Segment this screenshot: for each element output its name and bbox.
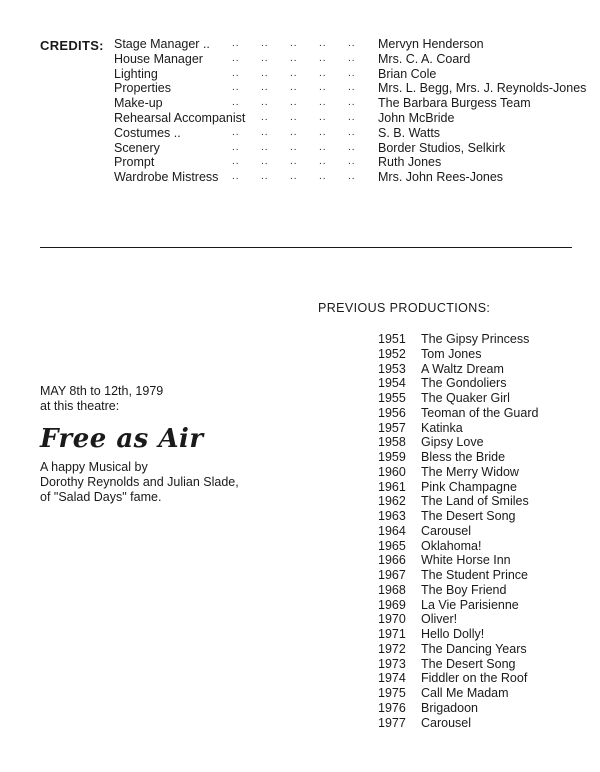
leader-dots: .. — [261, 141, 269, 153]
event-title: Free as Air — [40, 424, 204, 454]
production-year: 1959 — [378, 450, 406, 464]
production-title: Katinka — [421, 420, 463, 435]
event-description-line: of "Salad Days" fame. — [40, 490, 162, 504]
production-title: The Quaker Girl — [421, 391, 510, 405]
production-year: 1971 — [378, 627, 406, 641]
production-title: Brigadoon — [421, 700, 478, 715]
event-dates: MAY 8th to 12th, 1979 — [40, 384, 164, 398]
production-year: 1961 — [378, 479, 406, 494]
production-title: The Boy Friend — [421, 582, 507, 597]
leader-dots: .. — [232, 156, 240, 168]
production-title: The Dancing Years — [421, 641, 527, 656]
leader-dots: .. — [319, 97, 327, 109]
credit-name: Ruth Jones — [378, 155, 442, 170]
leader-dots: .. — [261, 82, 269, 94]
production-title: Teoman of the Guard — [421, 405, 539, 420]
credit-role: Wardrobe Mistress — [114, 170, 219, 185]
production-year: 1973 — [378, 656, 406, 671]
production-year: 1975 — [378, 686, 406, 700]
leader-dots: .. — [348, 141, 356, 153]
credit-role: House Manager — [114, 51, 203, 66]
section-divider — [40, 247, 572, 248]
leader-dots: .. — [348, 171, 356, 183]
production-title: Oklahoma! — [421, 538, 482, 553]
production-title: Carousel — [421, 715, 472, 730]
leader-dots: .. — [290, 97, 298, 109]
leader-dots: .. — [261, 67, 269, 79]
credit-role: Make-up — [114, 96, 163, 111]
production-year: 1965 — [378, 538, 406, 553]
production-title: A Waltz Dream — [421, 361, 504, 376]
leader-dots: .. — [261, 156, 269, 168]
production-title: The Desert Song — [421, 656, 516, 671]
production-year: 1974 — [378, 671, 406, 686]
event-description — [40, 460, 280, 505]
production-year: 1952 — [378, 346, 406, 361]
production-year: 1954 — [378, 376, 406, 391]
production-title: Bless the Bride — [421, 450, 506, 464]
credits-heading: CREDITS: — [40, 38, 104, 53]
leader-dots: .. — [348, 112, 356, 123]
previous-productions-heading: PREVIOUS PRODUCTIONS: — [318, 301, 491, 315]
leader-dots: .. — [290, 67, 298, 79]
credit-name: Brian Cole — [378, 66, 437, 81]
leader-dots: .. — [319, 67, 327, 79]
production-title: Hello Dolly! — [421, 627, 485, 641]
credit-role: Lighting — [114, 66, 158, 81]
production-title: The Merry Widow — [421, 464, 519, 479]
leader-dots: .. — [348, 97, 356, 109]
leader-dots: .. — [348, 82, 356, 94]
production-title: Fiddler on the Roof — [421, 671, 528, 686]
leader-dots: .. — [232, 97, 240, 109]
leader-dots: .. — [319, 171, 327, 183]
production-title: The Gipsy Princess — [421, 332, 530, 346]
event-description-line: A happy Musical by — [40, 460, 148, 474]
leader-dots: .. — [290, 171, 298, 183]
production-year: 1957 — [378, 420, 406, 435]
credit-name: Mervyn Henderson — [378, 37, 484, 51]
leader-dots: .. — [319, 141, 327, 153]
leader-dots: .. — [348, 67, 356, 79]
production-year: 1951 — [378, 332, 406, 346]
leader-dots: .. — [319, 112, 327, 123]
credit-name: John McBride — [378, 111, 455, 125]
leader-dots: .. — [261, 171, 269, 183]
credit-name: Border Studios, Selkirk — [378, 140, 506, 155]
production-year: 1977 — [378, 715, 406, 730]
production-title: Gipsy Love — [421, 435, 484, 450]
leader-dots: .. — [290, 156, 298, 168]
credit-role: Costumes .. — [114, 125, 181, 140]
leader-dots: .. — [348, 52, 356, 64]
credit-role: Scenery — [114, 140, 160, 155]
leader-dots: .. — [261, 126, 269, 138]
event-venue: at this theatre: — [40, 399, 120, 413]
leader-dots: .. — [319, 38, 327, 49]
leader-dots: .. — [232, 38, 240, 49]
production-year: 1962 — [378, 494, 406, 509]
production-title: Oliver! — [421, 612, 458, 627]
credit-role: Rehearsal Accompanist — [114, 111, 246, 125]
leader-dots: .. — [232, 52, 240, 64]
production-title: Pink Champagne — [421, 479, 517, 494]
leader-dots: .. — [232, 171, 240, 183]
production-title: Carousel — [421, 523, 472, 538]
credit-role: Properties — [114, 81, 171, 96]
leader-dots: .. — [290, 126, 298, 138]
production-year: 1968 — [378, 582, 406, 597]
production-year: 1960 — [378, 464, 406, 479]
leader-dots: .. — [232, 141, 240, 153]
credit-role: Stage Manager .. — [114, 37, 210, 51]
leader-dots: .. — [290, 141, 298, 153]
leader-dots: .. — [319, 126, 327, 138]
production-year: 1955 — [378, 391, 406, 405]
production-year: 1964 — [378, 523, 406, 538]
credit-name: Mrs. John Rees-Jones — [378, 170, 504, 185]
production-title: The Student Prince — [421, 568, 529, 582]
production-year: 1976 — [378, 700, 406, 715]
leader-dots: .. — [319, 156, 327, 168]
credit-name: S. B. Watts — [378, 125, 441, 140]
production-year: 1972 — [378, 641, 406, 656]
credit-name: The Barbara Burgess Team — [378, 96, 531, 111]
event-description-line: Dorothy Reynolds and Julian Slade, — [40, 475, 239, 489]
production-year: 1963 — [378, 509, 406, 523]
leader-dots: .. — [232, 67, 240, 79]
leader-dots: .. — [290, 112, 298, 123]
production-title: The Gondoliers — [421, 376, 507, 391]
leader-dots: .. — [348, 38, 356, 49]
leader-dots: .. — [261, 52, 269, 64]
leader-dots: .. — [319, 82, 327, 94]
credit-role: Prompt — [114, 155, 155, 170]
leader-dots: .. — [261, 38, 269, 49]
leader-dots: .. — [261, 97, 269, 109]
production-year: 1958 — [378, 435, 406, 450]
leader-dots: .. — [348, 156, 356, 168]
leader-dots: .. — [261, 112, 269, 123]
production-year: 1969 — [378, 597, 406, 612]
leader-dots: .. — [232, 82, 240, 94]
production-year: 1970 — [378, 612, 406, 627]
leader-dots: .. — [348, 126, 356, 138]
production-title: White Horse Inn — [421, 553, 511, 568]
leader-dots: .. — [290, 52, 298, 64]
leader-dots: .. — [319, 52, 327, 64]
production-year: 1966 — [378, 553, 406, 568]
production-title: The Desert Song — [421, 509, 516, 523]
leader-dots: .. — [290, 38, 298, 49]
production-title: La Vie Parisienne — [421, 597, 519, 612]
production-year: 1967 — [378, 568, 406, 582]
leader-dots: .. — [290, 82, 298, 94]
production-title: The Land of Smiles — [421, 494, 529, 509]
credit-name: Mrs. C. A. Coard — [378, 51, 471, 66]
production-title: Call Me Madam — [421, 686, 509, 700]
leader-dots: .. — [232, 126, 240, 138]
credit-name: Mrs. L. Begg, Mrs. J. Reynolds-Jones — [378, 81, 587, 96]
production-year: 1953 — [378, 361, 406, 376]
production-title: Tom Jones — [421, 346, 482, 361]
production-year: 1956 — [378, 405, 406, 420]
